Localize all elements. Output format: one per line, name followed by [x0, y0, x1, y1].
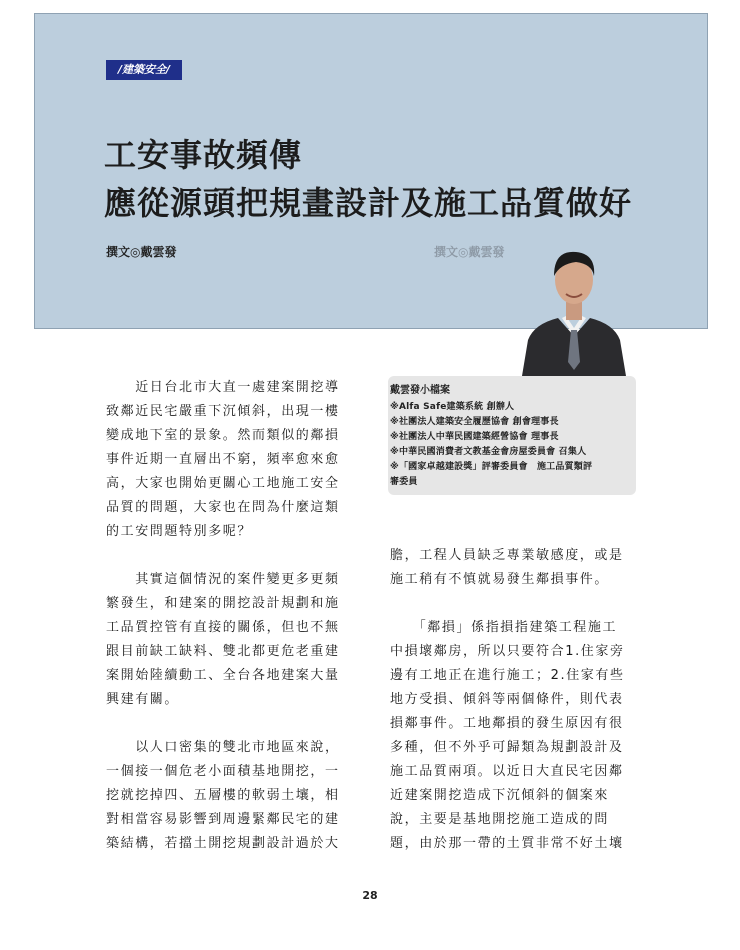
body-line: 近日台北市大直一處建案開挖導	[106, 380, 340, 395]
body-line: 品質的問題，大家也在問為什麼這類	[106, 500, 340, 515]
byline: 撰文◎戴雲發	[106, 245, 177, 259]
profile-line: ※社團法人建築安全履歷協會 創會理事長	[390, 417, 559, 427]
body-line: 一個接一個危老小面積基地開挖，一	[106, 764, 340, 779]
body-line: 施工稍有不慎就易發生鄰損事件。	[390, 572, 610, 587]
profile-line: ※社團法人中華民國建築經營協會 理事長	[390, 432, 559, 442]
body-line: 邊有工地正在進行施工；2.住家有些	[390, 668, 625, 683]
body-line: 變成地下室的景象。然而類似的鄰損	[106, 428, 340, 443]
body-line: 多種，但不外乎可歸類為規劃設計及	[390, 740, 624, 755]
body-line: 施工品質兩項。以近日大直民宅因鄰	[390, 764, 624, 779]
body-line: 興建有關。	[106, 692, 180, 707]
body-line: 「鄰損」係指損指建築工程施工	[390, 620, 618, 635]
body-line: 損鄰事件。工地鄰損的發生原因有很	[390, 716, 624, 731]
body-line: 挖就挖掉四、五層樓的軟弱土壤，相	[106, 788, 340, 803]
article-title-line-1: 工安事故頻傳	[104, 136, 303, 174]
body-line: 案開始陸續動工、全台各地建案大量	[106, 668, 340, 683]
body-line: 繁發生，和建案的開挖設計規劃和施	[106, 596, 340, 611]
profile-line: ※Alfa Safe建築系統 創辦人	[390, 402, 515, 412]
byline-watermark: 撰文◎戴雲發	[434, 245, 505, 259]
body-line: 對相當容易影響到周邊緊鄰民宅的建	[106, 812, 340, 827]
body-line: 高，大家也開始更關心工地施工安全	[106, 476, 340, 491]
body-line: 以人口密集的雙北市地區來說，	[106, 740, 340, 755]
section-tag: /建築安全/	[106, 60, 182, 80]
body-line: 地方受損、傾斜等兩個條件，則代表	[390, 692, 624, 707]
body-line: 中損壞鄰房，所以只要符合1.住家旁	[390, 644, 625, 659]
body-line: 的工安問題特別多呢？	[106, 524, 253, 539]
body-line: 近建案開挖造成下沉傾斜的個案來	[390, 788, 610, 803]
body-line: 事件近期一直層出不窮，頻率愈來愈	[106, 452, 340, 467]
body-line: 膽，工程人員缺乏專業敏感度，或是	[390, 548, 624, 563]
profile-title: 戴雲發小檔案	[390, 385, 450, 396]
body-line: 說，主要是基地開挖施工造成的問	[390, 812, 610, 827]
body-line: 致鄰近民宅嚴重下沉傾斜，出現一樓	[106, 404, 340, 419]
profile-line: ※「國家卓越建設獎」評審委員會 施工品質類評	[390, 462, 593, 472]
body-line: 題，由於那一帶的土質非常不好土壤	[390, 836, 624, 851]
body-line: 築結構，若擋土開挖規劃設計過於大	[106, 836, 340, 851]
body-line: 其實這個情況的案件變更多更頻	[106, 572, 340, 587]
body-line: 跟目前缺工缺料、雙北都更危老重建	[106, 644, 340, 659]
profile-line: ※中華民國消費者文教基金會房屋委員會 召集人	[390, 447, 587, 457]
profile-line: 審委員	[390, 477, 418, 487]
author-portrait	[518, 232, 630, 376]
body-line: 工品質控管有直接的關係，但也不無	[106, 620, 340, 635]
article-title-line-2: 應從源頭把規畫設計及施工品質做好	[104, 184, 633, 222]
page-number: 28	[362, 889, 378, 902]
